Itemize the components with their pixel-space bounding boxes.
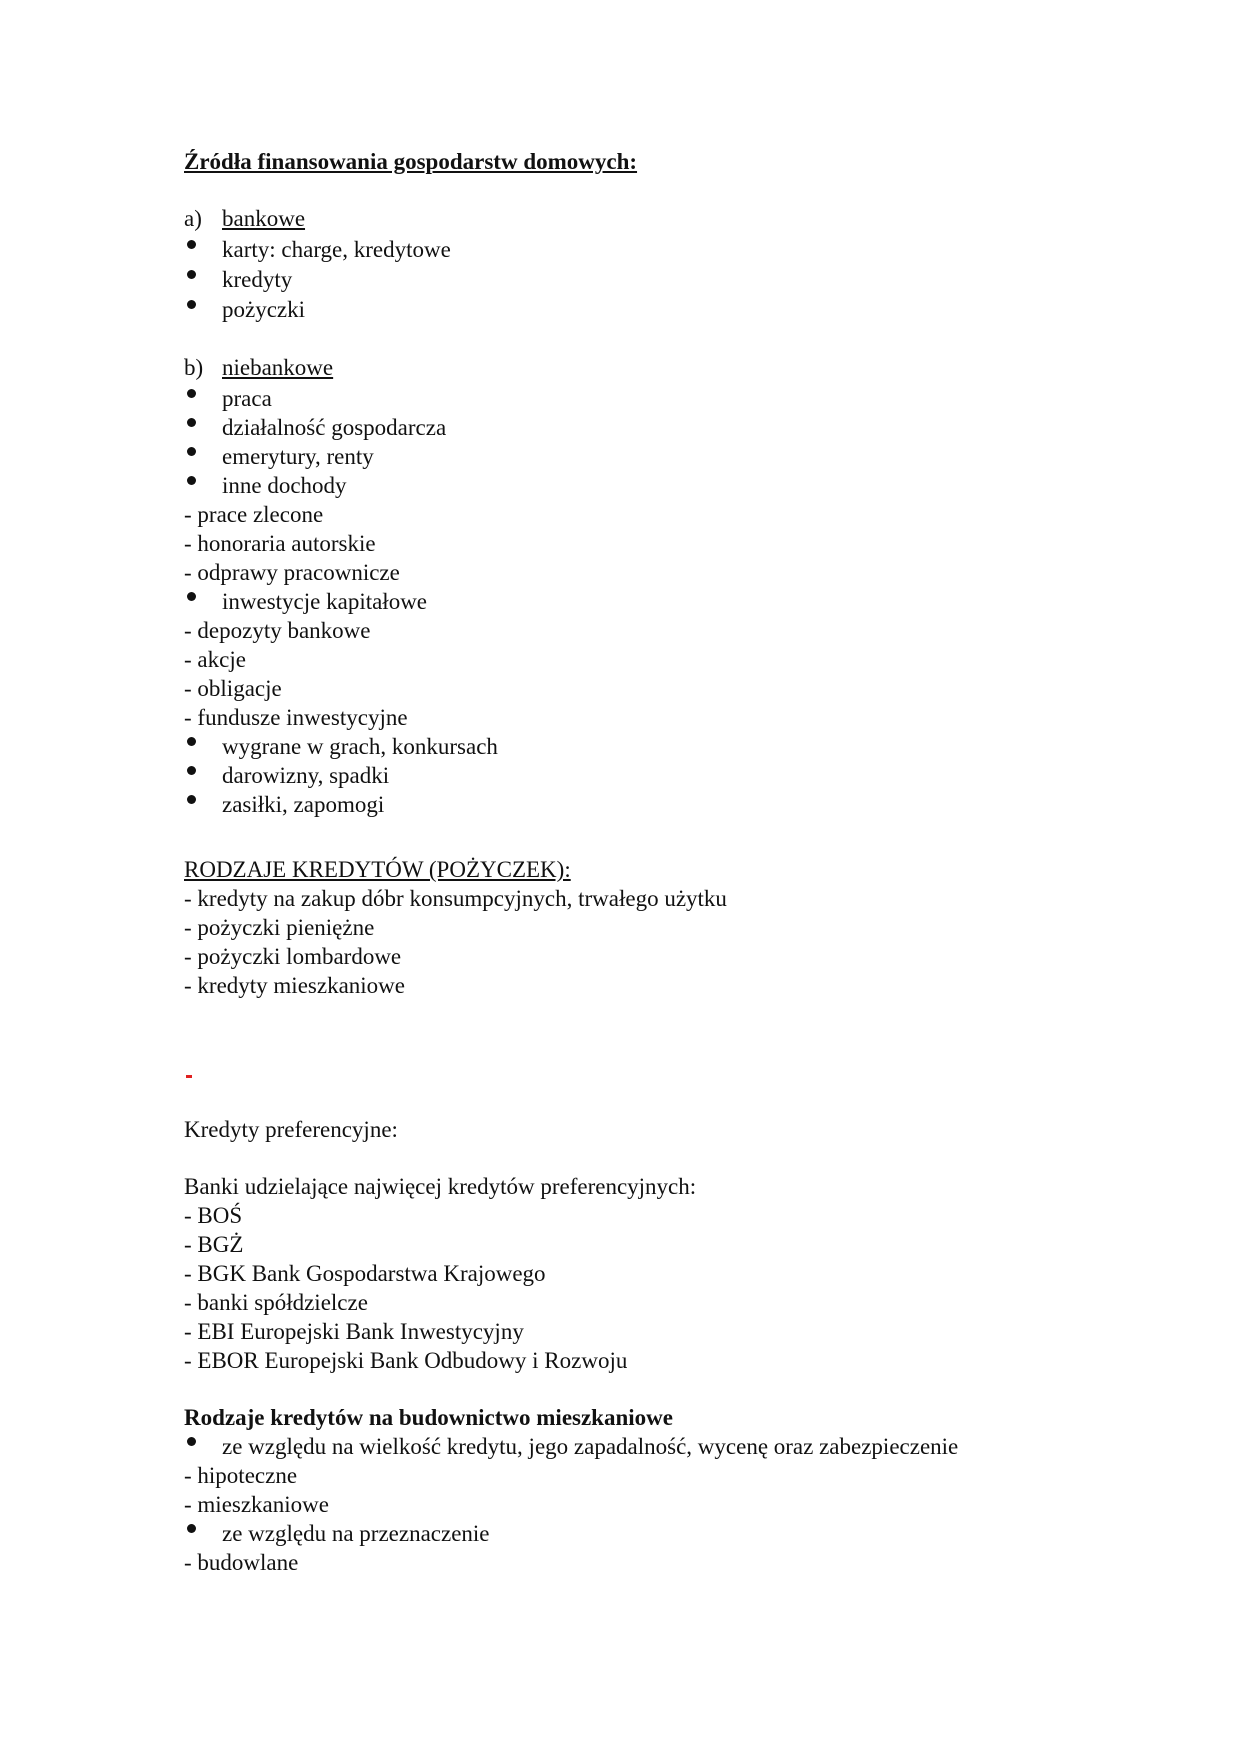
list-item-text: emerytury, renty — [222, 444, 374, 469]
bullet-icon — [184, 763, 222, 783]
loan-types-heading: RODZAJE KREDYTÓW (POŻYCZEK): — [184, 857, 571, 882]
list-item: - EBOR Europejski Bank Odbudowy i Rozwoju — [184, 1348, 628, 1373]
list-item-text: - depozyty bankowe — [184, 618, 371, 643]
list-item — [184, 733, 498, 761]
list-item-text: - fundusze inwestycyjne — [184, 705, 408, 730]
list-item-text: darowizny, spadki — [222, 763, 390, 788]
list-item: - kredyty na zakup dóbr konsumpcyjnych, trwałego użytku — [184, 886, 727, 911]
bullet-icon — [184, 297, 222, 317]
list-item: - BGK Bank Gospodarstwa Krajowego — [184, 1261, 546, 1286]
list-item — [184, 530, 376, 558]
list-item-text: działalność gospodarcza — [222, 415, 447, 440]
bullet-icon — [184, 415, 222, 435]
list-item-text: - odprawy pracownicze — [184, 560, 400, 585]
list-item: pożyczki — [184, 296, 305, 324]
list-item — [184, 617, 371, 645]
list-item-text: - budowlane — [184, 1550, 299, 1575]
list-item — [184, 501, 323, 529]
list-item — [184, 443, 374, 471]
list-item: - pożyczki lombardowe — [184, 944, 402, 969]
section-a-heading — [184, 205, 305, 233]
list-item — [184, 1433, 958, 1461]
list-item — [184, 791, 384, 819]
list-item — [184, 762, 389, 790]
list-item-text: zasiłki, zapomogi — [222, 792, 385, 817]
list-item — [184, 1462, 297, 1490]
list-item-text: - obligacje — [184, 676, 282, 701]
list-item-text: praca — [222, 386, 272, 411]
list-item: - banki spółdzielcze — [184, 1290, 368, 1315]
list-item — [184, 588, 427, 616]
preferential-heading: Kredyty preferencyjne: — [184, 1117, 398, 1142]
bullet-icon — [184, 237, 222, 257]
document-title: Źródła finansowania gospodarstw domowych: — [184, 149, 638, 174]
list-item-text: - prace zlecone — [184, 502, 324, 527]
list-item — [184, 704, 408, 732]
list-item-text: - honoraria autorskie — [184, 531, 376, 556]
bullet-icon — [184, 589, 222, 609]
list-item-text: - mieszkaniowe — [184, 1492, 329, 1517]
banks-intro: Banki udzielające najwięcej kredytów preferencyjnych: — [184, 1174, 697, 1199]
list-item-text: inne dochody — [222, 473, 347, 498]
list-item: - pożyczki pieniężne — [184, 915, 375, 940]
housing-heading: Rodzaje kredytów na budownictwo mieszkaniowe — [184, 1405, 673, 1430]
list-item — [184, 559, 400, 587]
list-item: - kredyty mieszkaniowe — [184, 973, 405, 998]
list-item — [184, 675, 282, 703]
section-b-heading — [184, 354, 333, 382]
list-item: karty: charge, kredytowe — [184, 236, 451, 264]
list-item: kredyty — [184, 266, 292, 294]
list-item — [184, 472, 347, 500]
list-item — [184, 646, 246, 674]
list-item-text: inwestycje kapitałowe — [222, 589, 428, 614]
bullet-icon — [184, 386, 222, 406]
list-item — [184, 414, 446, 442]
section-a-title: bankowe — [222, 206, 306, 231]
bullet-icon — [184, 1521, 222, 1541]
list-item-text: ze względu na przeznaczenie — [222, 1521, 490, 1546]
list-item — [184, 1491, 329, 1519]
list-item — [184, 1549, 298, 1577]
list-item-text: wygrane w grach, konkursach — [222, 734, 498, 759]
bullet-icon — [184, 444, 222, 464]
section-b-title: niebankowe — [222, 355, 334, 380]
list-item: - BGŻ — [184, 1232, 244, 1257]
list-item — [184, 1520, 490, 1548]
bullet-icon — [184, 1434, 222, 1454]
list-item-text: - akcje — [184, 647, 246, 672]
section-b-label: b) — [184, 355, 204, 380]
list-item-text: - hipoteczne — [184, 1463, 298, 1488]
list-item: - BOŚ — [184, 1203, 243, 1228]
list-item-text: ze względu na wielkość kredytu, jego zapadalność, wycenę oraz zabezpieczenie — [222, 1434, 959, 1459]
bullet-icon — [184, 734, 222, 754]
red-dash-mark — [186, 1075, 192, 1078]
list-item: - EBI Europejski Bank Inwestycyjny — [184, 1319, 524, 1344]
bullet-icon — [184, 792, 222, 812]
bullet-icon — [184, 473, 222, 493]
list-item — [184, 385, 272, 413]
section-a-label: a) — [184, 206, 202, 231]
bullet-icon — [184, 267, 222, 287]
